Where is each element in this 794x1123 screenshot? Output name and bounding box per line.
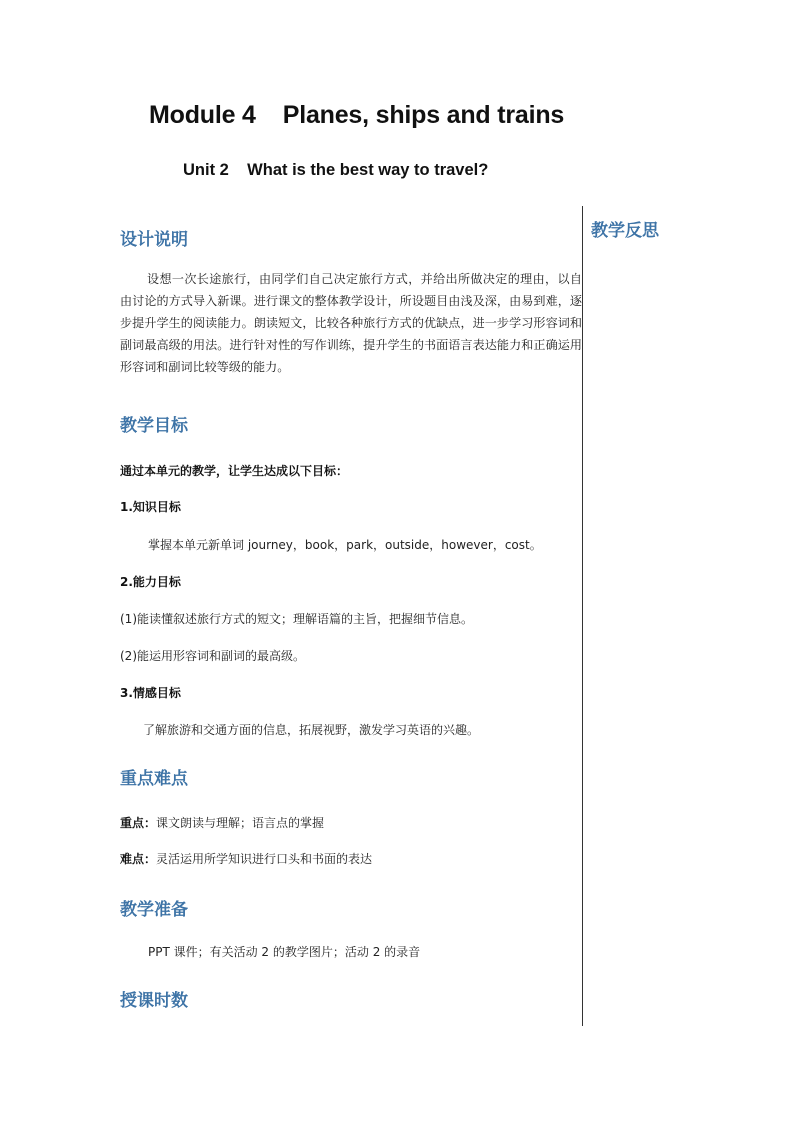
design-heading: 设计说明 — [120, 230, 188, 250]
key-point-line — [120, 814, 324, 831]
hours-heading: 授课时数 — [120, 991, 188, 1011]
ability-item-1: (1)能读懂叙述旅行方式的短文；理解语篇的主旨，把握细节信息。 — [120, 612, 474, 626]
column-divider — [582, 206, 583, 1026]
objectives-intro: 通过本单元的教学，让学生达成以下目标： — [120, 464, 349, 478]
difficult-point-line — [120, 850, 372, 867]
emotion-heading: 3.情感目标 — [120, 686, 181, 700]
ability-item-2: (2)能运用形容词和副词的最高级。 — [120, 649, 305, 663]
ability-heading: 2.能力目标 — [120, 575, 181, 589]
objectives-heading: 教学目标 — [120, 416, 188, 436]
module-title: Module 4 Planes, ships and trains — [149, 101, 565, 129]
difficult-point-label: 难点： — [120, 852, 157, 866]
emotion-text: 了解旅游和交通方面的信息，拓展视野，激发学习英语的兴趣。 — [143, 723, 480, 737]
design-paragraph: 设想一次长途旅行，由同学们自己决定旅行方式，并给出所做决定的理由，以自由讨论的方式导入新课。进行课文的整体教学设计，所设题目由浅及深，由易到难，逐步提升学生的阅读能力。朗读短文，比较各种旅行方式的优缺点，进一步学习形容词和副词最高级的用法。进行针对性的写作训练，提升学生的书面语言表达能力和正确运用形容词和副词比较等级的能力。 — [120, 272, 582, 374]
knowledge-heading: 1.知识目标 — [120, 500, 181, 514]
key-point-text: 课文朗读与理解；语言点的掌握 — [156, 816, 325, 830]
reflection-heading: 教学反思 — [591, 221, 659, 241]
key-point-label: 重点： — [120, 816, 157, 830]
difficult-point-text: 灵活运用所学知识进行口头和书面的表达 — [156, 852, 373, 866]
preparation-text: PPT 课件；有关活动 2 的教学图片；活动 2 的录音 — [148, 945, 421, 959]
key-points-heading: 重点难点 — [120, 769, 188, 789]
unit-subtitle: Unit 2 What is the best way to travel? — [183, 161, 489, 179]
knowledge-text: 掌握本单元新单词 journey，book，park，outside，however，cost。 — [148, 538, 542, 552]
preparation-heading: 教学准备 — [120, 900, 188, 920]
